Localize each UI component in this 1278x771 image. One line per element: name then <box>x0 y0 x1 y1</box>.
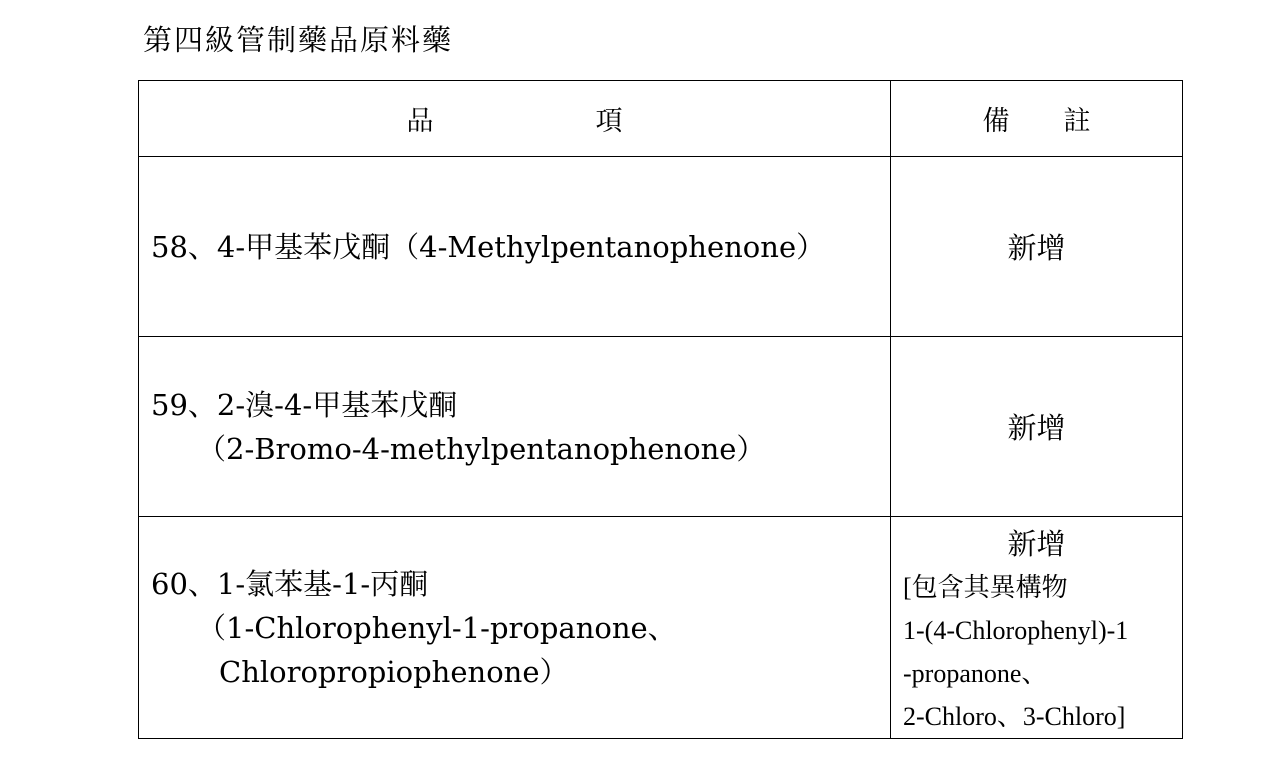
item-line: （1-Chlorophenyl-1-propanone、 <box>197 610 677 645</box>
item-line: 60、1-氯苯基-1-丙酮 <box>151 566 429 601</box>
table-header-row <box>139 81 1183 157</box>
item-line: Chloropropiophenone） <box>219 654 569 689</box>
note-cell: 新增 <box>891 157 1183 337</box>
item-cell <box>139 157 891 337</box>
controlled-drug-table <box>138 80 1183 739</box>
item-cell <box>139 337 891 517</box>
table-row <box>139 517 1183 739</box>
table-row <box>139 157 1183 337</box>
item-line: 59、2-溴-4-甲基苯戊酮 <box>151 387 458 422</box>
note-main: 新增 <box>1007 527 1066 561</box>
document-title: 第四級管制藥品原料藥 <box>143 23 454 57</box>
header-item: 品 項 <box>139 81 891 157</box>
item-cell <box>139 517 891 739</box>
note-cell: 新增 <box>891 337 1183 517</box>
item-line: （2-Bromo-4-methylpentanophenone） <box>197 431 766 466</box>
note-detail-line: 2-Chloro、3-Chloro] <box>903 702 1126 731</box>
note-cell <box>891 517 1183 739</box>
note-detail-line: [包含其異構物 <box>903 573 1068 602</box>
table-row <box>139 337 1183 517</box>
item-line: 58、4-甲基苯戊酮（4-Methylpentanophenone） <box>151 229 826 264</box>
note-detail-line: -propanone、 <box>903 659 1048 688</box>
note-detail-line: 1-(4-Chlorophenyl)-1 <box>903 616 1129 645</box>
header-note: 備 註 <box>891 81 1183 157</box>
